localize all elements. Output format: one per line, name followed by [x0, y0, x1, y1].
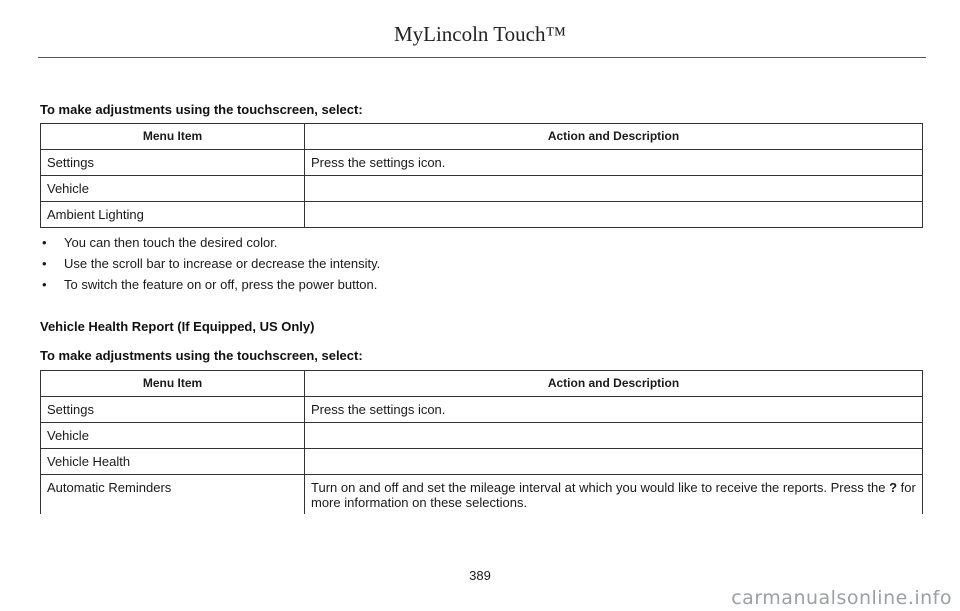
- list-item: [40, 274, 380, 295]
- action-cell: [305, 423, 923, 449]
- action-text: Turn on and off and set the mileage interval at which you would like to receive the reports. Press the: [311, 480, 890, 495]
- table-row: [41, 449, 923, 475]
- column-header-menu-item: Menu Item: [41, 371, 305, 397]
- ambient-lighting-menu-table: [40, 123, 923, 228]
- column-header-menu-item: Menu Item: [41, 124, 305, 150]
- bullet-icon: •: [42, 235, 47, 250]
- action-cell: Press the settings icon.: [305, 150, 923, 176]
- bullet-icon: •: [42, 277, 47, 292]
- menu-item-cell: Settings: [41, 397, 305, 423]
- table-row: [41, 397, 923, 423]
- action-cell: Press the settings icon.: [305, 397, 923, 423]
- table-row: [41, 150, 923, 176]
- table-row: [41, 423, 923, 449]
- column-header-action: Action and Description: [305, 124, 923, 150]
- ambient-lighting-bullet-list: [40, 232, 380, 295]
- bullet-icon: •: [42, 256, 47, 271]
- list-item: [40, 253, 380, 274]
- table-header-row: [41, 124, 923, 150]
- section2-intro: To make adjustments using the touchscreen, select:: [40, 348, 363, 363]
- help-question-symbol: ?: [889, 480, 898, 495]
- menu-item-cell: Vehicle: [41, 176, 305, 202]
- table-row: [41, 202, 923, 228]
- bullet-text: Use the scroll bar to increase or decrease the intensity.: [64, 256, 381, 271]
- menu-item-cell: Vehicle Health: [41, 449, 305, 475]
- section-heading: Vehicle Health Report (If Equipped, US Only): [40, 319, 315, 334]
- menu-item-cell: Settings: [41, 150, 305, 176]
- table-row: [41, 176, 923, 202]
- bullet-text: To switch the feature on or off, press the power button.: [64, 277, 378, 292]
- column-header-action: Action and Description: [305, 371, 923, 397]
- bullet-text: You can then touch the desired color.: [64, 235, 278, 250]
- menu-item-cell: Automatic Reminders: [41, 475, 305, 515]
- table-row: [41, 475, 923, 515]
- table-header-row: [41, 371, 923, 397]
- watermark: carmanualsonline.info: [731, 587, 952, 609]
- vehicle-health-menu-table: [40, 370, 923, 514]
- section1-intro: To make adjustments using the touchscreen, select:: [40, 102, 363, 117]
- action-cell: [305, 449, 923, 475]
- menu-item-cell: Vehicle: [41, 423, 305, 449]
- page-number: 389: [469, 568, 491, 583]
- action-text: for more information on these selections.: [311, 480, 916, 510]
- action-cell: [305, 176, 923, 202]
- action-cell: [305, 475, 923, 515]
- menu-item-cell: Ambient Lighting: [41, 202, 305, 228]
- header-divider: [38, 57, 926, 58]
- page-header-title: MyLincoln Touch™: [393, 22, 567, 46]
- list-item: [40, 232, 380, 253]
- action-cell: [305, 202, 923, 228]
